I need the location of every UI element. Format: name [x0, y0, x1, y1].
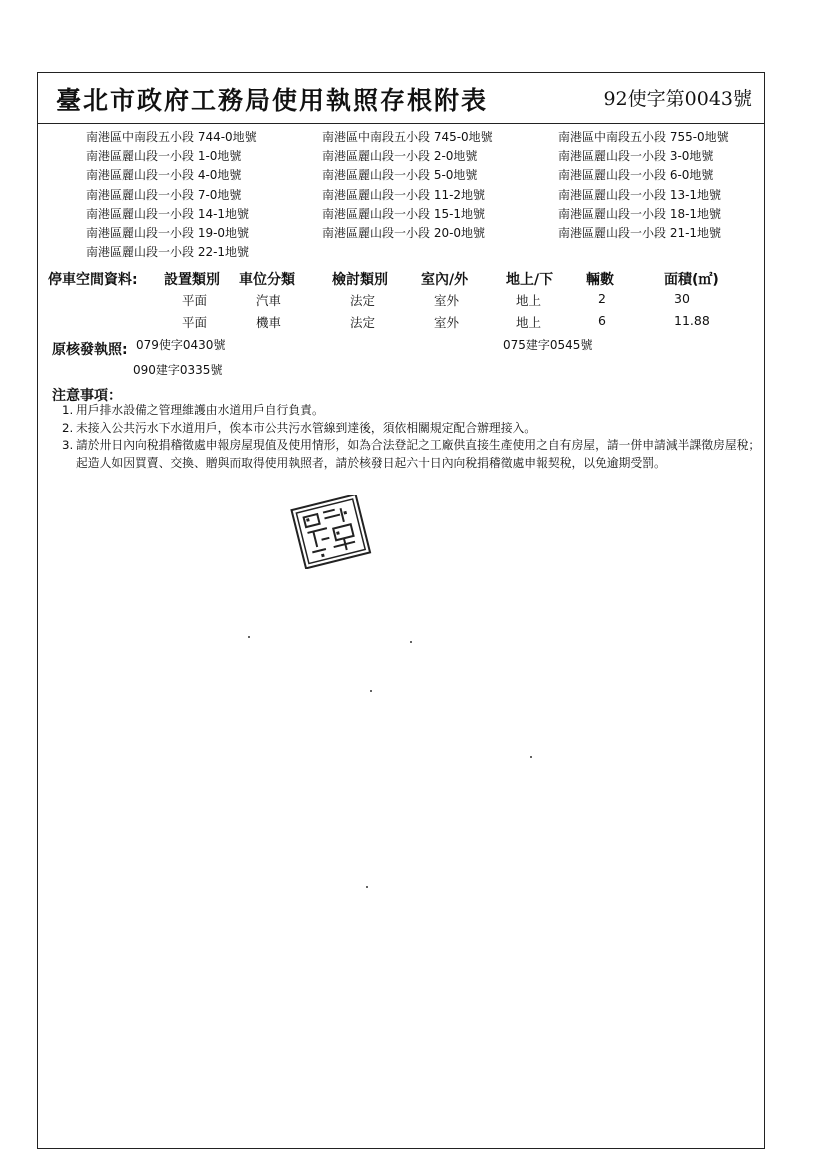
parking-cell: 室外 [434, 293, 460, 308]
parking-header: 地上/下 [506, 272, 554, 288]
lot-item: 南港區麗山段一小段 22-1地號 [86, 245, 250, 260]
parking-header: 面積(㎡) [664, 272, 719, 288]
lot-item: 南港區麗山段一小段 1-0地號 [86, 149, 242, 164]
scan-speck [370, 690, 372, 692]
parking-cell: 6 [598, 313, 606, 328]
lot-list [86, 128, 756, 262]
parking-cell: 平面 [182, 293, 208, 308]
note-item [62, 437, 772, 472]
original-permit-label: 原核發執照: [52, 342, 128, 358]
parking-cell: 室外 [434, 315, 460, 330]
seal-stamp-icon [290, 495, 374, 569]
lot-item: 南港區麗山段一小段 3-0地號 [558, 149, 714, 164]
parking-header: 車位分類 [239, 272, 295, 288]
document-frame [37, 72, 765, 1149]
parking-cell: 法定 [350, 315, 376, 330]
note-text: 請於卅日內向稅捐稽徵處申報房屋現值及使用情形，如為合法登記之工廠供直接生產使用之自有房屋，請一併申請減半課徵房屋稅；起造人如因買賣、交換、贈與而取得使用執照者，請於核發日起六十日內向稅捐稽徵處申報契稅，以免逾期受罰。 [76, 438, 761, 470]
note-text: 未接入公共污水下水道用戶，俟本市公共污水管線到達後，須依相關規定配合辦理接入。 [76, 420, 537, 435]
lot-item: 南港區麗山段一小段 11-2地號 [322, 187, 486, 202]
lot-item: 南港區麗山段一小段 19-0地號 [86, 225, 250, 240]
lot-item: 南港區中南段五小段 755-0地號 [558, 130, 729, 144]
title-row [38, 73, 764, 124]
lot-item: 南港區麗山段一小段 13-1地號 [558, 187, 722, 202]
parking-header: 檢討類別 [332, 272, 388, 288]
note-item [62, 402, 772, 420]
lot-item: 南港區中南段五小段 745-0地號 [322, 130, 493, 144]
parking-cell: 30 [674, 291, 690, 306]
note-number: 1. [62, 403, 74, 417]
scan-speck [530, 756, 532, 758]
parking-header: 設置類別 [164, 272, 220, 288]
scan-speck [410, 641, 412, 643]
note-text: 用戶排水設備之管理維護由水道用戶自行負責。 [76, 403, 324, 417]
parking-header: 輛數 [586, 272, 614, 288]
lot-item: 南港區麗山段一小段 15-1地號 [322, 206, 486, 221]
lot-item: 南港區麗山段一小段 5-0地號 [322, 168, 478, 183]
lot-item: 南港區麗山段一小段 14-1地號 [86, 206, 250, 221]
notes-title: 注意事項： [52, 388, 122, 404]
parking-cell: 地上 [516, 315, 542, 330]
note-number: 3. [62, 438, 74, 452]
scan-speck [366, 886, 368, 888]
original-permit: 090建字0335號 [133, 363, 223, 377]
lot-item: 南港區麗山段一小段 21-1地號 [558, 225, 722, 240]
lot-item: 南港區麗山段一小段 4-0地號 [86, 168, 242, 183]
lot-item: 南港區中南段五小段 744-0地號 [86, 130, 257, 144]
parking-header: 室內/外 [421, 272, 469, 288]
parking-cell: 機車 [256, 315, 282, 330]
note-number: 2. [62, 420, 74, 435]
notes-list [62, 402, 772, 472]
lot-item: 南港區麗山段一小段 20-0地號 [322, 225, 486, 240]
document-title: 臺北市政府工務局使用執照存根附表 [56, 86, 489, 115]
scan-speck [248, 636, 250, 638]
parking-cell: 平面 [182, 315, 208, 330]
lot-item: 南港區麗山段一小段 6-0地號 [558, 168, 714, 183]
parking-label: 停車空間資料: [48, 272, 138, 288]
permit-number: 92使字第0043號 [603, 88, 752, 110]
lot-item: 南港區麗山段一小段 2-0地號 [322, 149, 478, 164]
original-permit: 075建字0545號 [503, 338, 593, 352]
lot-item: 南港區麗山段一小段 18-1地號 [558, 206, 722, 221]
parking-cell: 地上 [516, 293, 542, 308]
note-item [62, 420, 772, 438]
lot-item: 南港區麗山段一小段 7-0地號 [86, 187, 242, 202]
parking-cell: 2 [598, 291, 606, 306]
original-permit: 079使字0430號 [136, 338, 226, 352]
parking-cell: 11.88 [674, 313, 710, 328]
parking-cell: 法定 [350, 293, 376, 308]
parking-cell: 汽車 [256, 293, 282, 308]
